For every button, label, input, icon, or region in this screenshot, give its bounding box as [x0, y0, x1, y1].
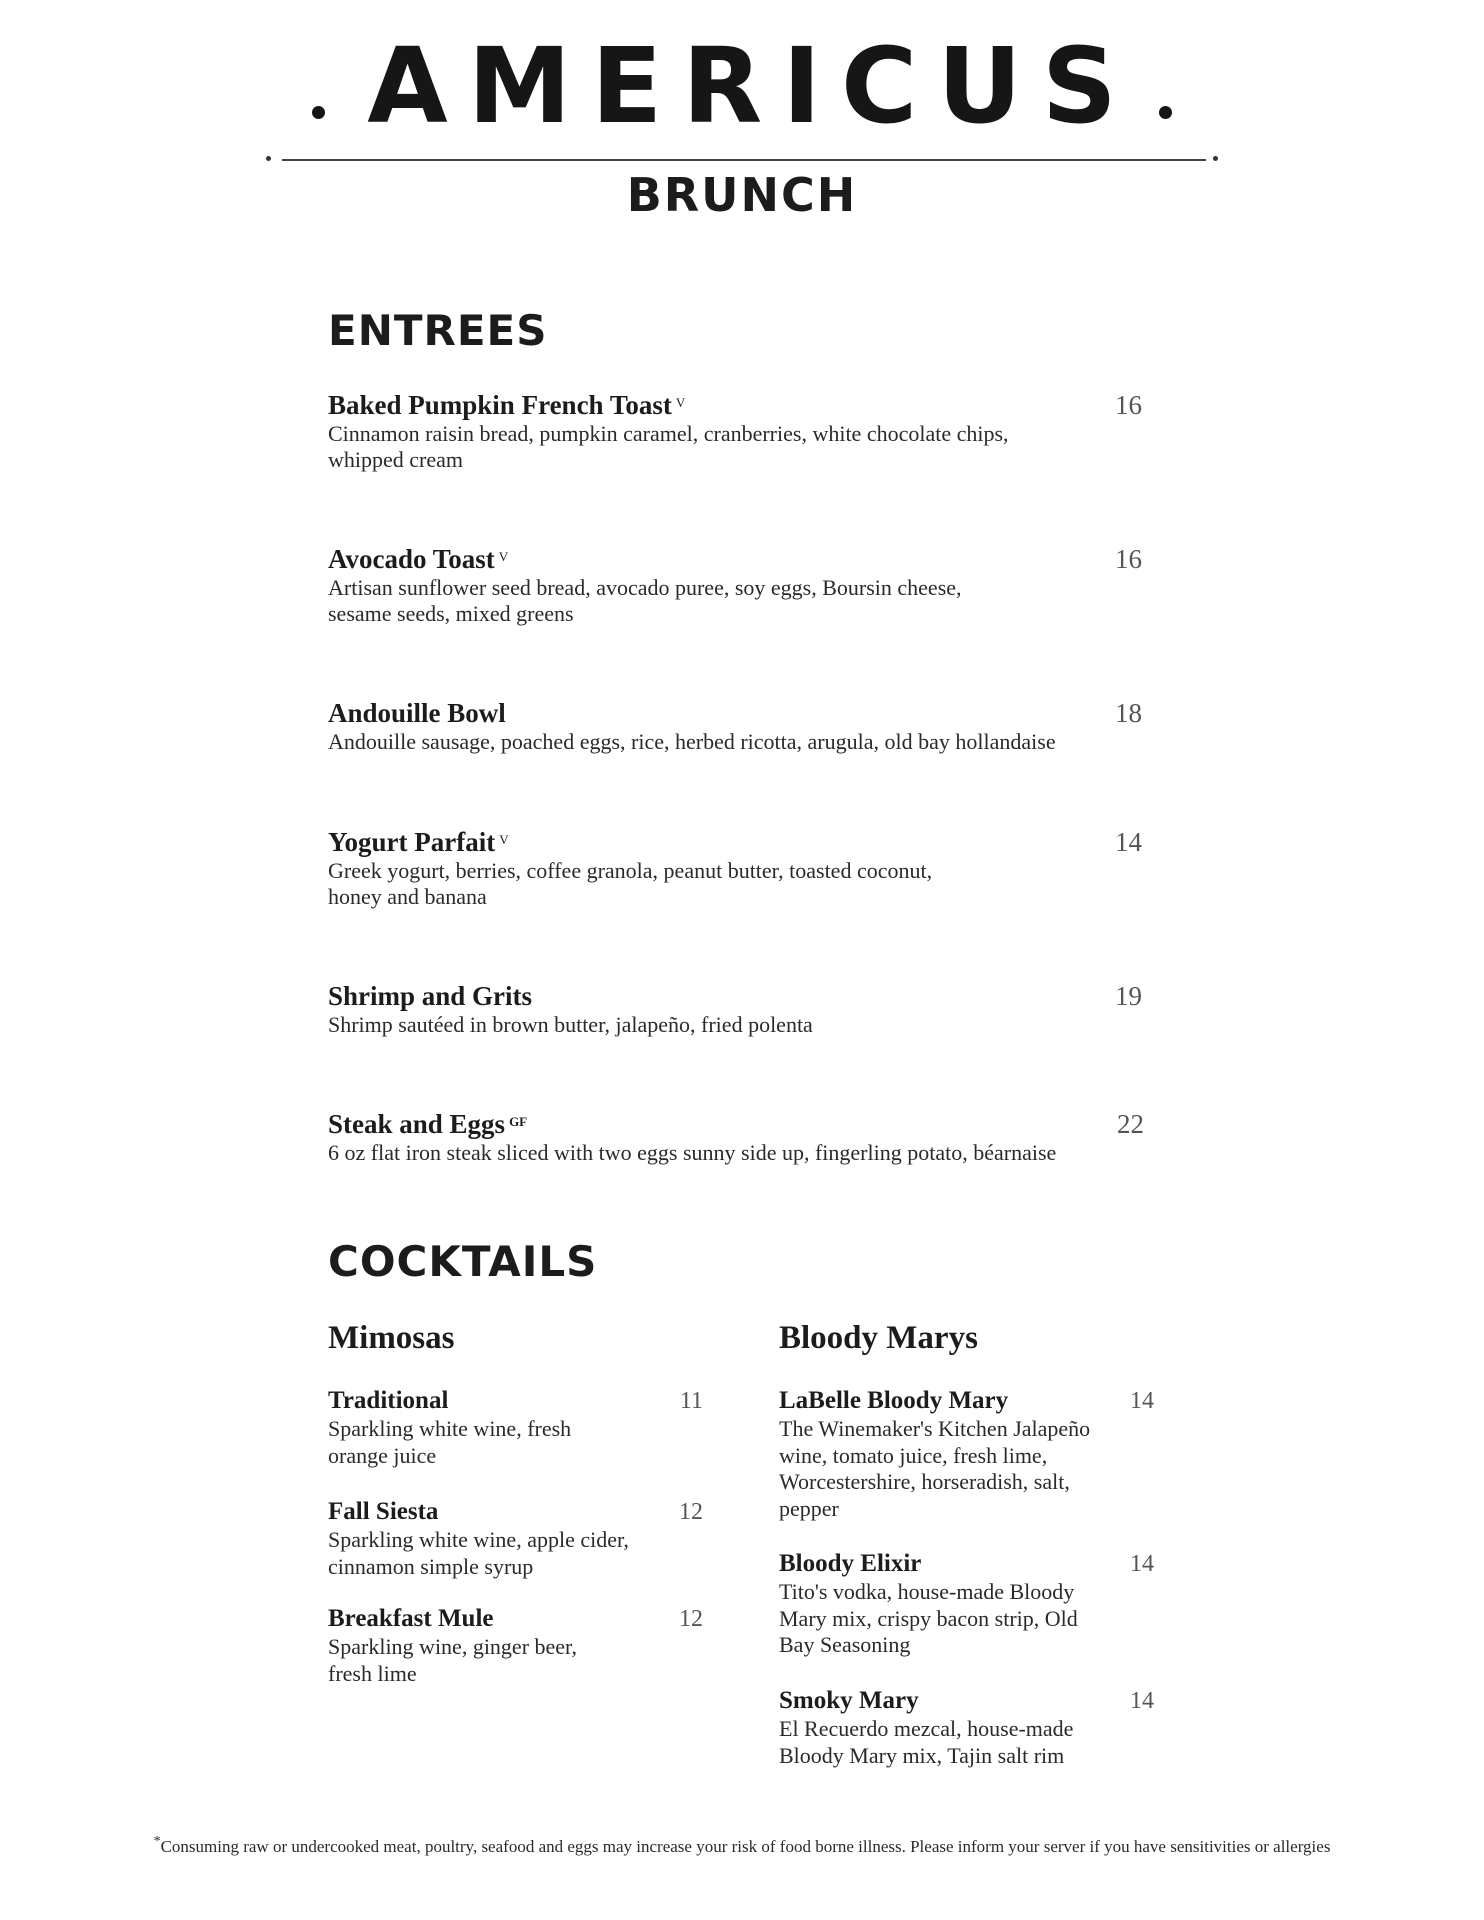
- item-name: Shrimp and Grits: [328, 981, 533, 1011]
- dietary-tag: GF: [509, 1114, 528, 1129]
- menu-item: [328, 980, 1168, 1038]
- item-price: 14: [1130, 1388, 1154, 1414]
- allergy-footnote: [0, 1834, 1484, 1857]
- menu-item: [328, 543, 1168, 627]
- item-price: 22: [1117, 1109, 1144, 1139]
- divider-right-dot: [1213, 156, 1218, 161]
- item-price: 12: [679, 1499, 703, 1525]
- item-name: Andouille Bowl: [328, 698, 506, 728]
- item-name: Breakfast Mule: [328, 1605, 494, 1632]
- brand-right-dot: [1159, 106, 1172, 119]
- item-name: Smoky Mary: [779, 1687, 919, 1714]
- item-description: Sparkling white wine, fresh orange juice: [328, 1416, 572, 1468]
- dietary-tag: V: [499, 832, 509, 847]
- menu-item: [779, 1686, 1154, 1769]
- divider-left-dot: [266, 156, 271, 161]
- item-price: 14: [1130, 1688, 1154, 1714]
- item-description: Shrimp sautéed in brown butter, jalapeño, fried polenta: [328, 1012, 813, 1037]
- entrees-heading: ENTREES: [328, 306, 548, 355]
- item-name: Fall Siesta: [328, 1498, 439, 1525]
- mimosas-heading: Mimosas: [328, 1320, 455, 1356]
- item-description: 6 oz flat iron steak sliced with two eggs sunny side up, fingerling potato, béarnaise: [328, 1140, 1057, 1165]
- item-price: 16: [1115, 390, 1142, 420]
- item-price: 14: [1130, 1551, 1154, 1577]
- menu-subtitle: BRUNCH: [626, 168, 858, 222]
- item-description: El Recuerdo mezcal, house-made Bloody Mary mix, Tajin salt rim: [779, 1716, 1074, 1768]
- footnote-text: Consuming raw or undercooked meat, poultry, seafood and eggs may increase your risk of food borne illness. Please inform your server if you have sensitivities or allergies: [160, 1837, 1331, 1856]
- cocktails-heading: COCKTAILS: [328, 1237, 598, 1286]
- item-price: 18: [1115, 698, 1142, 728]
- item-description: Tito's vodka, house-made Bloody Mary mix, crispy bacon strip, Old Bay Seasoning: [779, 1579, 1078, 1657]
- item-name: Bloody Elixir: [779, 1550, 922, 1577]
- bloody-marys-heading: Bloody Marys: [779, 1320, 978, 1356]
- item-description: Andouille sausage, poached eggs, rice, herbed ricotta, arugula, old bay hollandaise: [328, 729, 1056, 754]
- item-description: Sparkling white wine, apple cider, cinnamon simple syrup: [328, 1527, 629, 1579]
- item-description: Artisan sunflower seed bread, avocado puree, soy eggs, Boursin cheese, sesame seeds, mixed greens: [328, 575, 962, 626]
- item-price: 11: [679, 1388, 703, 1414]
- dietary-tag: V: [498, 549, 509, 564]
- menu-item: [328, 1386, 703, 1469]
- menu-item: [328, 697, 1178, 755]
- item-description: Greek yogurt, berries, coffee granola, peanut butter, toasted coconut, honey and banana: [328, 858, 933, 909]
- item-price: 19: [1115, 981, 1142, 1011]
- item-price: 16: [1115, 544, 1142, 574]
- menu-item: [779, 1549, 1154, 1659]
- header-divider: [282, 159, 1206, 161]
- menu-item: [779, 1386, 1154, 1522]
- item-name: Yogurt Parfait $^V$: [328, 827, 509, 857]
- brand-left-dot: [312, 106, 325, 119]
- item-name: Traditional: [328, 1387, 449, 1414]
- item-description: Sparkling wine, ginger beer, fresh lime: [328, 1634, 577, 1686]
- menu-item: [328, 1108, 1174, 1166]
- item-name: LaBelle Bloody Mary: [779, 1387, 1009, 1414]
- item-description: Cinnamon raisin bread, pumpkin caramel, cranberries, white chocolate chips, whipped cream: [328, 421, 1009, 472]
- item-name: Avocado Toast $^V$: [328, 544, 509, 574]
- item-name: Baked Pumpkin French Toast $^V$: [328, 390, 686, 420]
- footnote-asterisk: *: [153, 1834, 161, 1849]
- menu-item: [328, 826, 1168, 910]
- dietary-tag: V: [675, 395, 686, 410]
- menu-item: [328, 389, 1168, 473]
- item-name: Steak and Eggs $^{GF}$: [328, 1109, 528, 1139]
- menu-item: [328, 1604, 703, 1687]
- brand-title: AMERICUS: [367, 25, 1137, 147]
- item-price: 12: [679, 1606, 703, 1632]
- brand-header: [0, 25, 1484, 147]
- item-description: The Winemaker's Kitchen Jalapeño wine, tomato juice, fresh lime, Worcestershire, horseradish, salt, pepper: [779, 1416, 1091, 1521]
- item-price: 14: [1115, 827, 1142, 857]
- menu-item: [328, 1497, 703, 1580]
